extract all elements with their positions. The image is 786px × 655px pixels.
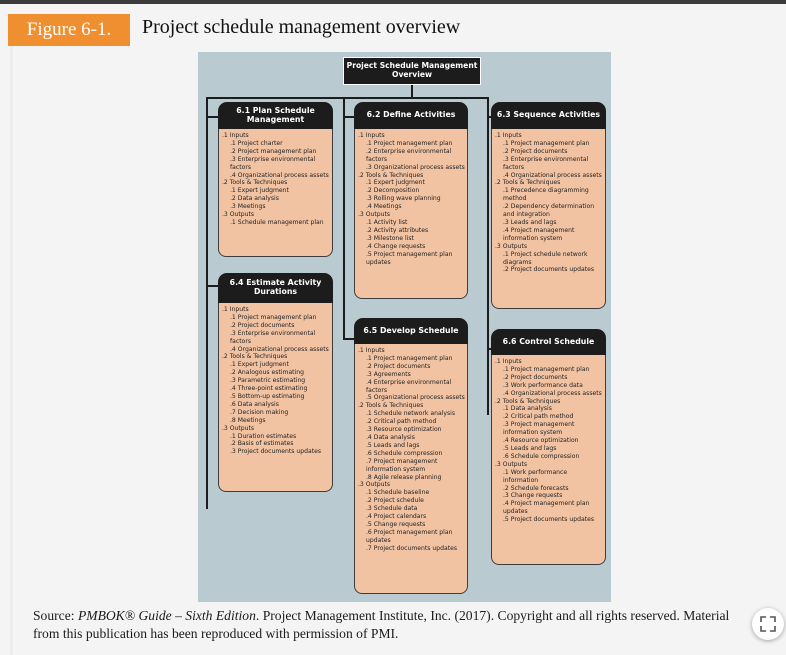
section-heading: .1 Inputs xyxy=(495,358,522,365)
section-item: .2 Schedule forecasts xyxy=(503,484,569,492)
section-item: .3 Meetings xyxy=(230,203,266,211)
section-item: .3 Enterprise environmental factors xyxy=(230,329,316,345)
process-section xyxy=(222,179,330,211)
process-section xyxy=(495,358,603,398)
schedule-management-diagram xyxy=(198,52,611,602)
section-item: .6 Project management plan updates xyxy=(366,528,453,544)
section-item: .5 Project management plan updates xyxy=(366,250,453,266)
section-item: .5 Project documents updates xyxy=(503,516,595,524)
section-heading: .2 Tools & Techniques xyxy=(358,402,424,410)
section-heading: .1 Inputs xyxy=(222,306,249,313)
section-item: .4 Project management plan updates xyxy=(503,500,590,516)
section-item: .2 Project management plan xyxy=(230,147,317,155)
connector-line xyxy=(206,97,489,99)
connector-line xyxy=(487,97,489,415)
section-item: .2 Decomposition xyxy=(366,187,420,195)
section-item: .2 Critical path method xyxy=(366,418,437,426)
section-item: .2 Project schedule xyxy=(366,497,424,505)
process-section xyxy=(358,402,465,481)
section-item: .2 Dependency determination and integration xyxy=(503,203,595,219)
section-item: .6 Schedule compression xyxy=(503,452,580,460)
section-item: .3 Work performance data xyxy=(503,381,583,389)
section-item: .1 Project management plan xyxy=(366,139,453,147)
expand-arrows-icon xyxy=(760,616,776,632)
section-item: .5 Organizational process assets xyxy=(366,394,465,402)
section-item: .3 Enterprise environmental factors xyxy=(503,155,589,171)
process-section xyxy=(495,461,603,524)
section-item: .1 Project charter xyxy=(230,139,283,147)
section-heading: .3 Outputs xyxy=(495,460,528,468)
process-section xyxy=(495,398,603,461)
source-rest: . Project Management Institute, Inc. (2017). Copyright and all rights reserved. Material from this publication has been reproduced with permission of PMI. xyxy=(33,608,730,641)
section-item: .2 Analogous estimating xyxy=(230,369,304,377)
process-section xyxy=(495,132,603,179)
connector-line xyxy=(206,97,208,509)
section-item: .1 Activity list xyxy=(366,218,408,226)
figure-label: Figure 6-1. xyxy=(8,14,130,46)
section-heading: .3 Outputs xyxy=(358,481,391,489)
connector-line xyxy=(343,97,345,340)
section-item: .4 Project management information system xyxy=(503,226,575,242)
section-heading: .3 Outputs xyxy=(222,424,255,432)
section-item: .2 Basis of estimates xyxy=(230,440,294,448)
section-item: .3 Schedule data xyxy=(366,505,418,513)
section-item: .7 Project management information system xyxy=(366,457,438,473)
section-item: .4 Organizational process assets xyxy=(503,389,602,397)
process-6-4-header: 6.4 Estimate Activity Durations xyxy=(218,273,333,303)
section-heading: .2 Tools & Techniques xyxy=(222,179,288,187)
process-section xyxy=(222,353,330,424)
process-section xyxy=(495,179,603,242)
section-item: .4 Resource optimization xyxy=(503,437,579,445)
process-section xyxy=(222,306,330,353)
process-6-4-body xyxy=(218,303,333,492)
section-heading: .3 Outputs xyxy=(358,211,391,219)
connector-line xyxy=(206,285,218,287)
process-section xyxy=(222,132,330,179)
source-prefix: Source: xyxy=(33,608,78,623)
section-item: .3 Leads and lags xyxy=(503,218,557,226)
section-item: .3 Organizational process assets xyxy=(366,163,465,171)
section-item: .6 Data analysis xyxy=(230,400,279,408)
section-item: .2 Critical path method xyxy=(503,413,574,421)
section-item: .6 Schedule compression xyxy=(366,449,443,457)
section-item: .3 Change requests xyxy=(503,492,563,500)
process-section xyxy=(358,347,465,402)
process-6-2-body xyxy=(354,129,468,299)
process-6-3-header: 6.3 Sequence Activities xyxy=(491,102,606,129)
section-item: .8 Agile release planning xyxy=(366,473,442,481)
source-book-title: PMBOK® Guide – Sixth Edition xyxy=(77,608,256,623)
connector-line xyxy=(343,338,354,340)
process-section xyxy=(358,172,465,212)
section-item: .4 Organizational process assets xyxy=(230,171,329,179)
process-section xyxy=(222,425,330,457)
section-item: .5 Bottom-up estimating xyxy=(230,392,305,400)
section-item: .1 Duration estimates xyxy=(230,432,297,440)
section-heading: .2 Tools & Techniques xyxy=(358,171,424,179)
process-section xyxy=(358,132,465,172)
section-item: .1 Schedule baseline xyxy=(366,489,430,497)
section-item: .1 Project management plan xyxy=(503,365,590,373)
section-item: .1 Project management plan xyxy=(366,354,453,362)
section-item: .5 Leads and lags xyxy=(503,444,557,452)
section-heading: .2 Tools & Techniques xyxy=(222,353,288,361)
section-item: .5 Change requests xyxy=(366,520,426,528)
process-6-1-header: 6.1 Plan Schedule Management xyxy=(218,102,333,129)
section-item: .5 Leads and lags xyxy=(366,441,420,449)
section-item: .1 Expert judgment xyxy=(366,179,425,187)
process-section xyxy=(222,211,330,227)
section-item: .1 Schedule network analysis xyxy=(366,410,456,418)
section-item: .4 Meetings xyxy=(366,203,402,211)
section-item: .2 Enterprise environmental factors xyxy=(366,147,452,163)
process-6-2-header: 6.2 Define Activities xyxy=(354,102,468,129)
connector-line xyxy=(206,116,218,118)
section-heading: .1 Inputs xyxy=(495,132,522,139)
section-item: .4 Project calendars xyxy=(366,513,427,521)
process-6-1-body xyxy=(218,129,333,257)
source-citation xyxy=(33,607,758,643)
section-item: .4 Change requests xyxy=(366,242,426,250)
section-item: .3 Rolling wave planning xyxy=(366,195,441,203)
process-6-6-header: 6.6 Control Schedule xyxy=(491,329,606,355)
section-heading: .1 Inputs xyxy=(358,132,385,139)
connector-line xyxy=(343,116,354,118)
process-6-3-body xyxy=(491,129,606,309)
section-item: .3 Project documents updates xyxy=(230,448,322,456)
process-section xyxy=(358,481,465,552)
section-item: .3 Enterprise environmental factors xyxy=(230,155,316,171)
section-item: .4 Enterprise environmental factors xyxy=(366,378,452,394)
section-item: .1 Project management plan xyxy=(230,313,317,321)
section-item: .3 Parametric estimating xyxy=(230,377,306,385)
process-6-6-body xyxy=(491,355,606,565)
process-6-5-header: 6.5 Develop Schedule xyxy=(354,318,468,344)
section-item: .1 Project management plan xyxy=(503,139,590,147)
section-item: .3 Resource optimization xyxy=(366,426,442,434)
section-item: .4 Three-point estimating xyxy=(230,385,308,393)
process-section xyxy=(358,211,465,266)
expand-button[interactable] xyxy=(752,608,784,640)
section-heading: .2 Tools & Techniques xyxy=(495,179,561,187)
section-item: .3 Milestone list xyxy=(366,234,414,242)
section-item: .2 Activity attributes xyxy=(366,226,429,234)
section-item: .1 Precedence diagramming method xyxy=(503,187,589,203)
section-item: .7 Project documents updates xyxy=(366,544,458,552)
section-item: .1 Schedule management plan xyxy=(230,218,324,226)
section-heading: .3 Outputs xyxy=(222,211,255,219)
section-item: .4 Organizational process assets xyxy=(503,171,602,179)
section-item: .2 Project documents updates xyxy=(503,266,595,274)
section-item: .7 Decision making xyxy=(230,408,289,416)
left-rule xyxy=(10,44,13,655)
section-item: .2 Project documents xyxy=(503,373,568,381)
figure-title: Project schedule management overview xyxy=(142,16,461,38)
root-node-title: Project Schedule Management Overview xyxy=(343,57,481,85)
section-item: .1 Expert judgment xyxy=(230,187,289,195)
section-item: .4 Organizational process assets xyxy=(230,345,329,353)
section-heading: .1 Inputs xyxy=(358,347,385,354)
section-heading: .3 Outputs xyxy=(495,242,528,250)
section-item: .4 Data analysis xyxy=(366,433,415,441)
section-item: .1 Project schedule network diagrams xyxy=(503,250,588,266)
section-item: .2 Project documents xyxy=(366,362,431,370)
process-section xyxy=(495,243,603,275)
section-item: .1 Expert judgment xyxy=(230,361,289,369)
section-item: .2 Project documents xyxy=(230,321,295,329)
section-item: .3 Project management information system xyxy=(503,421,575,437)
section-item: .2 Project documents xyxy=(503,147,568,155)
section-item: .3 Agreements xyxy=(366,370,411,378)
section-item: .1 Work performance information xyxy=(503,468,568,484)
section-heading: .1 Inputs xyxy=(222,132,249,139)
process-6-5-body xyxy=(354,344,468,594)
section-item: .1 Data analysis xyxy=(503,405,552,413)
section-item: .2 Data analysis xyxy=(230,195,279,203)
section-item: .8 Meetings xyxy=(230,416,266,424)
section-heading: .2 Tools & Techniques xyxy=(495,397,561,405)
